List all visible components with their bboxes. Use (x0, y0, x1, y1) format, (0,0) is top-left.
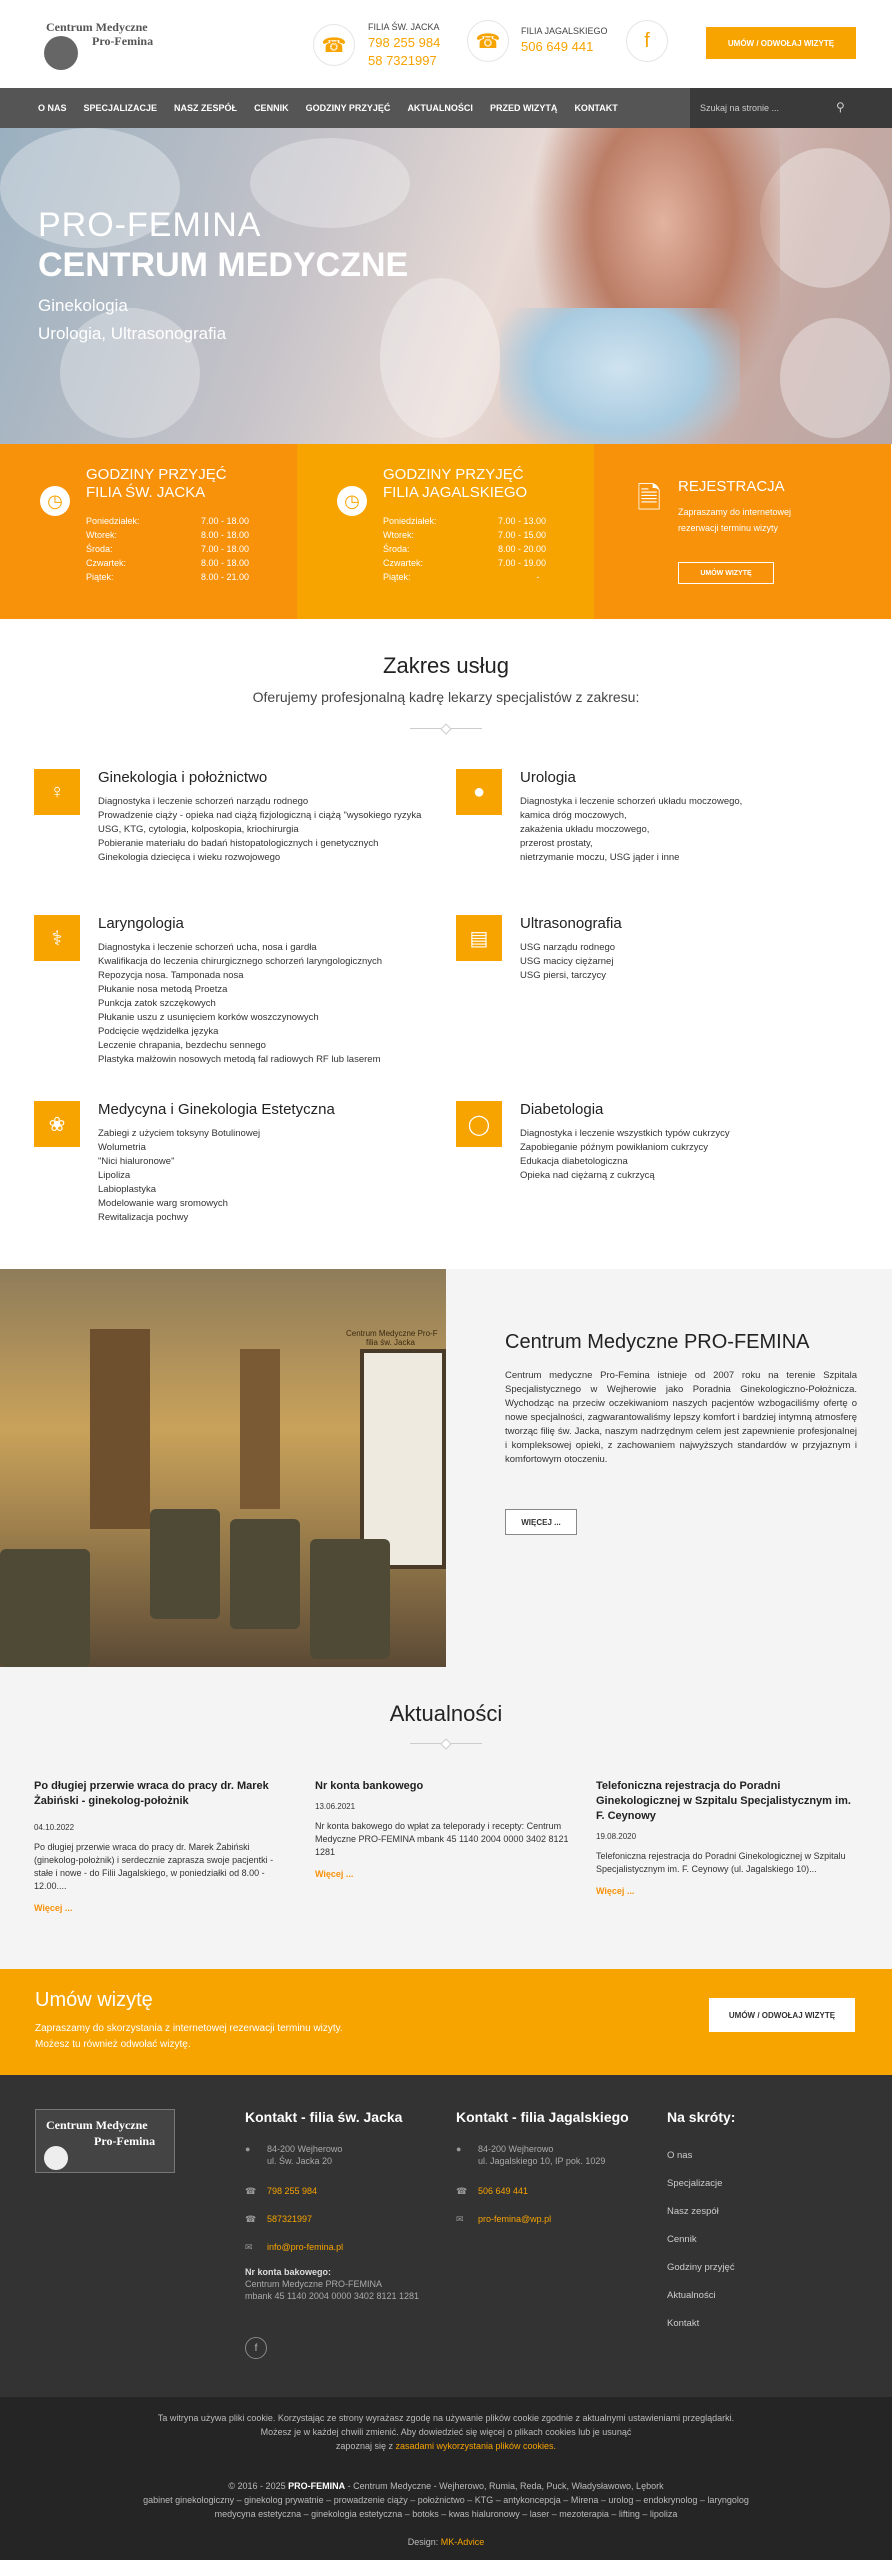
footer-link[interactable]: Cennik (667, 2234, 697, 2245)
nav-item-kontakt[interactable]: KONTAKT (574, 103, 618, 113)
news-card-title[interactable]: Telefoniczna rejestracja do Poradni Ginekologicznej w Szpitalu Specjalistycznym im. F. Ceynowy (596, 1780, 851, 1822)
news-card-more-link[interactable]: Więcej ... (34, 1903, 73, 1913)
footer-link[interactable]: Aktualności (667, 2290, 716, 2301)
nav-item-nasz-zespol[interactable]: NASZ ZESPÓŁ (174, 103, 238, 113)
service-list: Diagnostyka i leczenie schorzeń układu moczowego, kamica dróg moczowych, zakażenia układu moczowego, przerost prostaty, nietrzymanie moczu, USG jąder i inne (520, 796, 743, 863)
footer-bank: Nr konta bakowego: Centrum Medyczne PRO-FEMINA mbank 45 1140 2004 0000 3402 8121 1281 (245, 2267, 419, 2301)
clock-icon: ◷ (337, 486, 367, 516)
footer-col-title: Na skróty: (667, 2109, 736, 2125)
service-title[interactable]: Ginekologia i położnictwo (98, 769, 268, 786)
news-card-title[interactable]: Nr konta bankowego (315, 1780, 424, 1792)
visit-title: Umów wizytę (35, 1989, 153, 2011)
footer-phone1[interactable]: 798 255 984 (267, 2186, 318, 2196)
drop-icon: ◯ (456, 1101, 502, 1147)
leaf-icon: ❀ (34, 1101, 80, 1147)
search-icon[interactable]: ⚲ (836, 100, 845, 114)
main-nav (0, 88, 892, 128)
footer-links (667, 2149, 735, 2345)
visit-desc: Zapraszamy do skorzystania z internetowej rezerwacji terminu wizyty. Możesz tu również odwołać wizytę. (35, 2023, 343, 2050)
nav-item-przed-wizyta[interactable]: PRZED WIZYTĄ (489, 103, 558, 113)
logo-mark-icon (44, 36, 78, 70)
clinic-photo (0, 1269, 446, 1667)
location-icon: ● (456, 2144, 462, 2154)
hours-jagalskiego-title1: GODZINY PRZYJĘĆ (383, 466, 524, 483)
service-title[interactable]: Diabetologia (520, 1101, 604, 1118)
hero-title-line2: CENTRUM MEDYCZNE (38, 246, 409, 284)
phone-icon: ☎ (456, 2186, 468, 2196)
id-card-icon: ▤ (456, 915, 502, 961)
service-list: Diagnostyka i leczenie schorzeń narządu rodnego Prowadzenie ciąży - opieka nad ciążą fizjologiczną i ciążą "wysokiego ryzyka USG, KTG, cytologia, kolposkopia, kriochirurgia Pobieranie materiału do badań histopatologicznych i genetycznych Ginekologia dziecięca i wieku rozwojowego (98, 796, 422, 863)
footer-contact-jagalskiego: Kontakt - filia Jagalskiego ● 84-200 Wejherowo ul. Jagalskiego 10, IP pok. 1029 ☎ 506 649 441 ✉ pro-femina@wp.pl (456, 2109, 656, 2125)
news-card-more-link[interactable]: Więcej ... (315, 1869, 354, 1879)
news-card-text: Telefoniczna rejestracja do Poradni Ginekologicznej w Szpitalu Specjalistycznym im. F. Ceynowy (ul. Jagalskiego 10)... (596, 1851, 846, 1874)
nav-item-o-nas[interactable]: O NAS (38, 103, 67, 113)
book-visit-button[interactable]: UMÓW / ODWOŁAJ WIZYTĘ (706, 27, 856, 59)
footer-link[interactable]: Godziny przyjęć (667, 2262, 735, 2273)
bottom-bar (0, 2397, 892, 2560)
hero-title-line1: PRO-FEMINA (38, 206, 262, 244)
location-icon: ● (245, 2144, 251, 2154)
hours-jacka-title1: GODZINY PRZYJĘĆ (86, 466, 227, 483)
news-card-text: Po długiej przerwie wraca do pracy dr. Marek Żabiński (ginekolog-położnik) i serdecznie zaprasza swoje pacjentki - stałe i nowe - do Filii Jagalskiego, w poniedziałki od 8.00 - 12.00.... (34, 1842, 274, 1891)
phone-icon: ☎ (245, 2186, 257, 2196)
branch2-contact (521, 26, 608, 54)
service-list: Diagnostyka i leczenie schorzeń ucha, nosa i gardła Kwalifikacja do leczenia chirurgicznego schorzeń laryngologicznych Repozycja nosa. Tamponada nosa Płukanie nosa metodą Proetza Punkcja zatok szczękowych Płukanie uszu z usunięciem korków woszczynowych Podcięcie wędzidełka języka Leczenie chrapania, bezdechu sennego Plastyka małżowin nosowych metodą fal radiowych RF lub laserem (98, 942, 383, 1065)
service-title[interactable]: Ultrasonografia (520, 915, 622, 932)
registration-desc: Zapraszamy do internetowej rezerwacji terminu wizyty (678, 507, 792, 533)
registration-box (594, 444, 891, 619)
clock-icon: ◷ (40, 486, 70, 516)
about-title: Centrum Medyczne PRO-FEMINA (505, 1331, 810, 1353)
cookie-notice: Ta witryna używa pliki cookie. Korzystając ze strony wyrażasz zgodę na używanie plików cookie zgodnie z aktualnymi ustawieniami przeglądarki. Możesz je w każdej chwili zmienić. Aby dowiedzieć się więcej o plikach cookies lub je usunąć zapoznaj się z zasadami wykorzystania plików cookies. (157, 2413, 735, 2451)
mail-icon: ✉ (245, 2242, 253, 2252)
facebook-icon[interactable]: f (245, 2337, 267, 2359)
news-card (34, 1779, 274, 1913)
about-section (0, 1269, 892, 1667)
logo-line1: Centrum Medyczne (46, 20, 148, 34)
news-card-more-link[interactable]: Więcej ... (596, 1886, 635, 1896)
branch2-label: FILIA JAGALSKIEGO (521, 26, 608, 36)
hours-jacka (0, 444, 297, 619)
divider (410, 1739, 482, 1749)
news-card-date: 13.06.2021 (315, 1802, 356, 1811)
nav-item-godziny[interactable]: GODZINY PRZYJĘĆ (305, 103, 391, 113)
design-credit-link[interactable]: MK-Advice (440, 2537, 485, 2547)
service-list: Diagnostyka i leczenie wszystkich typów cukrzycy Zapobieganie późnym powikłaniom cukrzycy Edukacja diabetologiczna Opieka nad ciężarną z cukrzycą (520, 1128, 730, 1181)
site-header (0, 0, 892, 88)
news-section (0, 1667, 892, 1969)
cookie-policy-link[interactable]: zasadami wykorzystania plików cookies. (395, 2441, 557, 2451)
footer-contact-jacka: Kontakt - filia św. Jacka ● 84-200 Wejherowo ul. Św. Jacka 20 ☎ 798 255 984 ☎ 587321997 ✉ info@pro-femina.pl Nr konta bakowego: Centrum Medyczne PRO-FEMINA mbank 45 1140 2004 0000 3402 8121 1281 f (245, 2109, 445, 2125)
registration-button[interactable]: UMÓW WIZYTĘ (678, 562, 774, 584)
services-section (0, 619, 892, 1269)
news-card-title[interactable]: Po długiej przerwie wraca do pracy dr. Marek Żabiński - ginekolog-położnik (34, 1780, 269, 1807)
hours-jacka-table: Poniedziałek: 7.00 - 18.00 Wtorek: 8.00 - 18.00 Środa: 7.00 - 18.00 Czwartek: 8.00 - 18.00 Piątek: 8.00 - 21.00 (86, 516, 250, 582)
hours-jacka-title2: FILIA ŚW. JACKA (86, 484, 206, 501)
footer-col-title: Kontakt - filia św. Jacka (245, 2109, 403, 2125)
nav-item-cennik[interactable]: CENNIK (254, 103, 289, 113)
footer-email[interactable]: info@pro-femina.pl (267, 2242, 344, 2252)
footer-link[interactable]: Specjalizacje (667, 2178, 723, 2189)
hero-banner (0, 128, 892, 444)
divider (410, 724, 482, 734)
hours-jagalskiego (297, 444, 594, 619)
footer-phone[interactable]: 506 649 441 (478, 2186, 529, 2196)
news-title: Aktualności (389, 1701, 503, 1726)
nav-item-aktualnosci[interactable]: AKTUALNOŚCI (407, 103, 473, 113)
footer-link[interactable]: Nasz zespół (667, 2206, 719, 2217)
services-title: Zakres usług (383, 653, 509, 678)
branch1-phone2[interactable]: 58 7321997 (368, 53, 437, 68)
news-card (315, 1779, 585, 1879)
design-credit: Design: MK-Advice (407, 2537, 485, 2547)
news-card-date: 19.08.2020 (596, 1832, 637, 1841)
site-footer (0, 2075, 892, 2397)
hero-subtitle-line2: Urologia, Ultrasonografia (38, 324, 227, 343)
footer-link[interactable]: O nas (667, 2150, 693, 2161)
service-title[interactable]: Laryngologia (98, 915, 184, 932)
about-more-button[interactable]: WIĘCEJ ... (505, 1509, 577, 1535)
phone-icon: ☎ (313, 24, 355, 66)
mail-icon: ✉ (456, 2214, 464, 2224)
footer-link[interactable]: Kontakt (667, 2318, 700, 2329)
clinic-sign: Centrum Medyczne Pro-F filia św. Jacka (346, 1329, 438, 1347)
facebook-icon[interactable]: f (626, 20, 668, 62)
services-subtitle: Oferujemy profesjonalną kadrę lekarzy specjalistów z zakresu: (252, 689, 640, 705)
stethoscope-icon: ⚕ (34, 915, 80, 961)
hours-jagalskiego-table: Poniedziałek: 7.00 - 13.00 Wtorek: 7.00 - 15.00 Środa: 8.00 - 20.00 Czwartek: 7.00 - 19.00 Piątek: - (383, 516, 547, 582)
person-icon: ● (456, 769, 502, 815)
news-card-date: 04.10.2022 (34, 1823, 75, 1832)
logo-mark-icon (44, 2146, 68, 2170)
footer-col-title: Kontakt - filia Jagalskiego (456, 2109, 629, 2125)
news-card (596, 1779, 856, 1896)
hero-subtitle-line1: Ginekologia (38, 296, 128, 315)
footer-shortcuts (667, 2109, 847, 2329)
news-card-text: Nr konta bakowego do wpłat za teleporady i recepty: Centrum Medyczne PRO-FEMINA mbank 45 1140 2004 0000 3402 8121 1281 (315, 1821, 569, 1857)
search-input[interactable]: Szukaj na stronie ... (690, 88, 892, 128)
branch1-contact (368, 22, 440, 68)
service-list: Zabiegi z użyciem toksyny Botulinowej Wolumetria "Nici hialuronowe" Lipoliza Labioplastyka Modelowanie warg sromowych Rewitalizacja pochwy (98, 1128, 261, 1223)
service-title[interactable]: Medycyna i Ginekologia Estetyczna (98, 1101, 335, 1118)
logo-line2: Pro-Femina (92, 34, 154, 48)
footer-phone2[interactable]: 587321997 (267, 2214, 313, 2224)
hours-section (0, 444, 892, 619)
hours-jagalskiego-title2: FILIA JAGALSKIEGO (383, 484, 528, 501)
document-icon: 🗎 (636, 481, 662, 515)
copyright: © 2016 - 2025 PRO-FEMINA - Centrum Medyczne - Wejherowo, Rumia, Reda, Puck, Władysławowo, Lębork gabinet ginekologiczny – ginekolog prywatnie – prowadzenie ciąży – położnictwo – KTG – antykoncepcja – Mirena – urolog – endokrynolog – laryngolog medycyna estetyczna – ginekologia estetyczna – botoks – kwas hialuronowy – laser – mezoterapia – lifting – lipoliza (143, 2481, 749, 2519)
service-list: USG narządu rodnego USG macicy ciężarnej USG piersi, tarczycy (520, 942, 616, 981)
registration-title: REJESTRACJA (678, 478, 785, 495)
footer-logo[interactable]: Centrum Medyczne Pro-Femina (35, 2109, 175, 2173)
phone-icon: ☎ (467, 20, 509, 62)
visit-book-button[interactable]: UMÓW / ODWOŁAJ WIZYTĘ (709, 1998, 855, 2032)
site-logo[interactable] (44, 18, 164, 70)
nav-item-specjalizacje[interactable]: SPECJALIZACJE (83, 103, 158, 113)
female-symbol-icon: ♀ (34, 769, 80, 815)
footer-email[interactable]: pro-femina@wp.pl (478, 2214, 552, 2224)
phone-icon: ☎ (245, 2214, 257, 2224)
branch1-label: FILIA ŚW. JACKA (368, 22, 440, 32)
visit-banner (0, 1969, 892, 2075)
about-text: Centrum medyczne Pro-Femina istnieje od 2007 roku na terenie Szpitala Specjalistycznego w Wejherowie jako Poradnia Ginekologiczno-Położnicza. Wychodząc na przeciw oczekiwaniom naszych pacjentów wzbogaciliśmy ofertę o nowe specjalności, zagwarantowaliśmy lepszy komfort i bardziej intymną atmosferę tworząc filię św. Jacka, naszym nadrzędnym celem jest zapewnienie profesjonalnej i kompleksowej opieki, z zachowaniem najwyższych standardów w przyjaznym i komfortowym otoczeniu. (505, 1370, 857, 1465)
service-title[interactable]: Urologia (520, 769, 576, 786)
branch1-phone1[interactable]: 798 255 984 (368, 35, 441, 50)
branch2-phone[interactable]: 506 649 441 (521, 39, 594, 54)
